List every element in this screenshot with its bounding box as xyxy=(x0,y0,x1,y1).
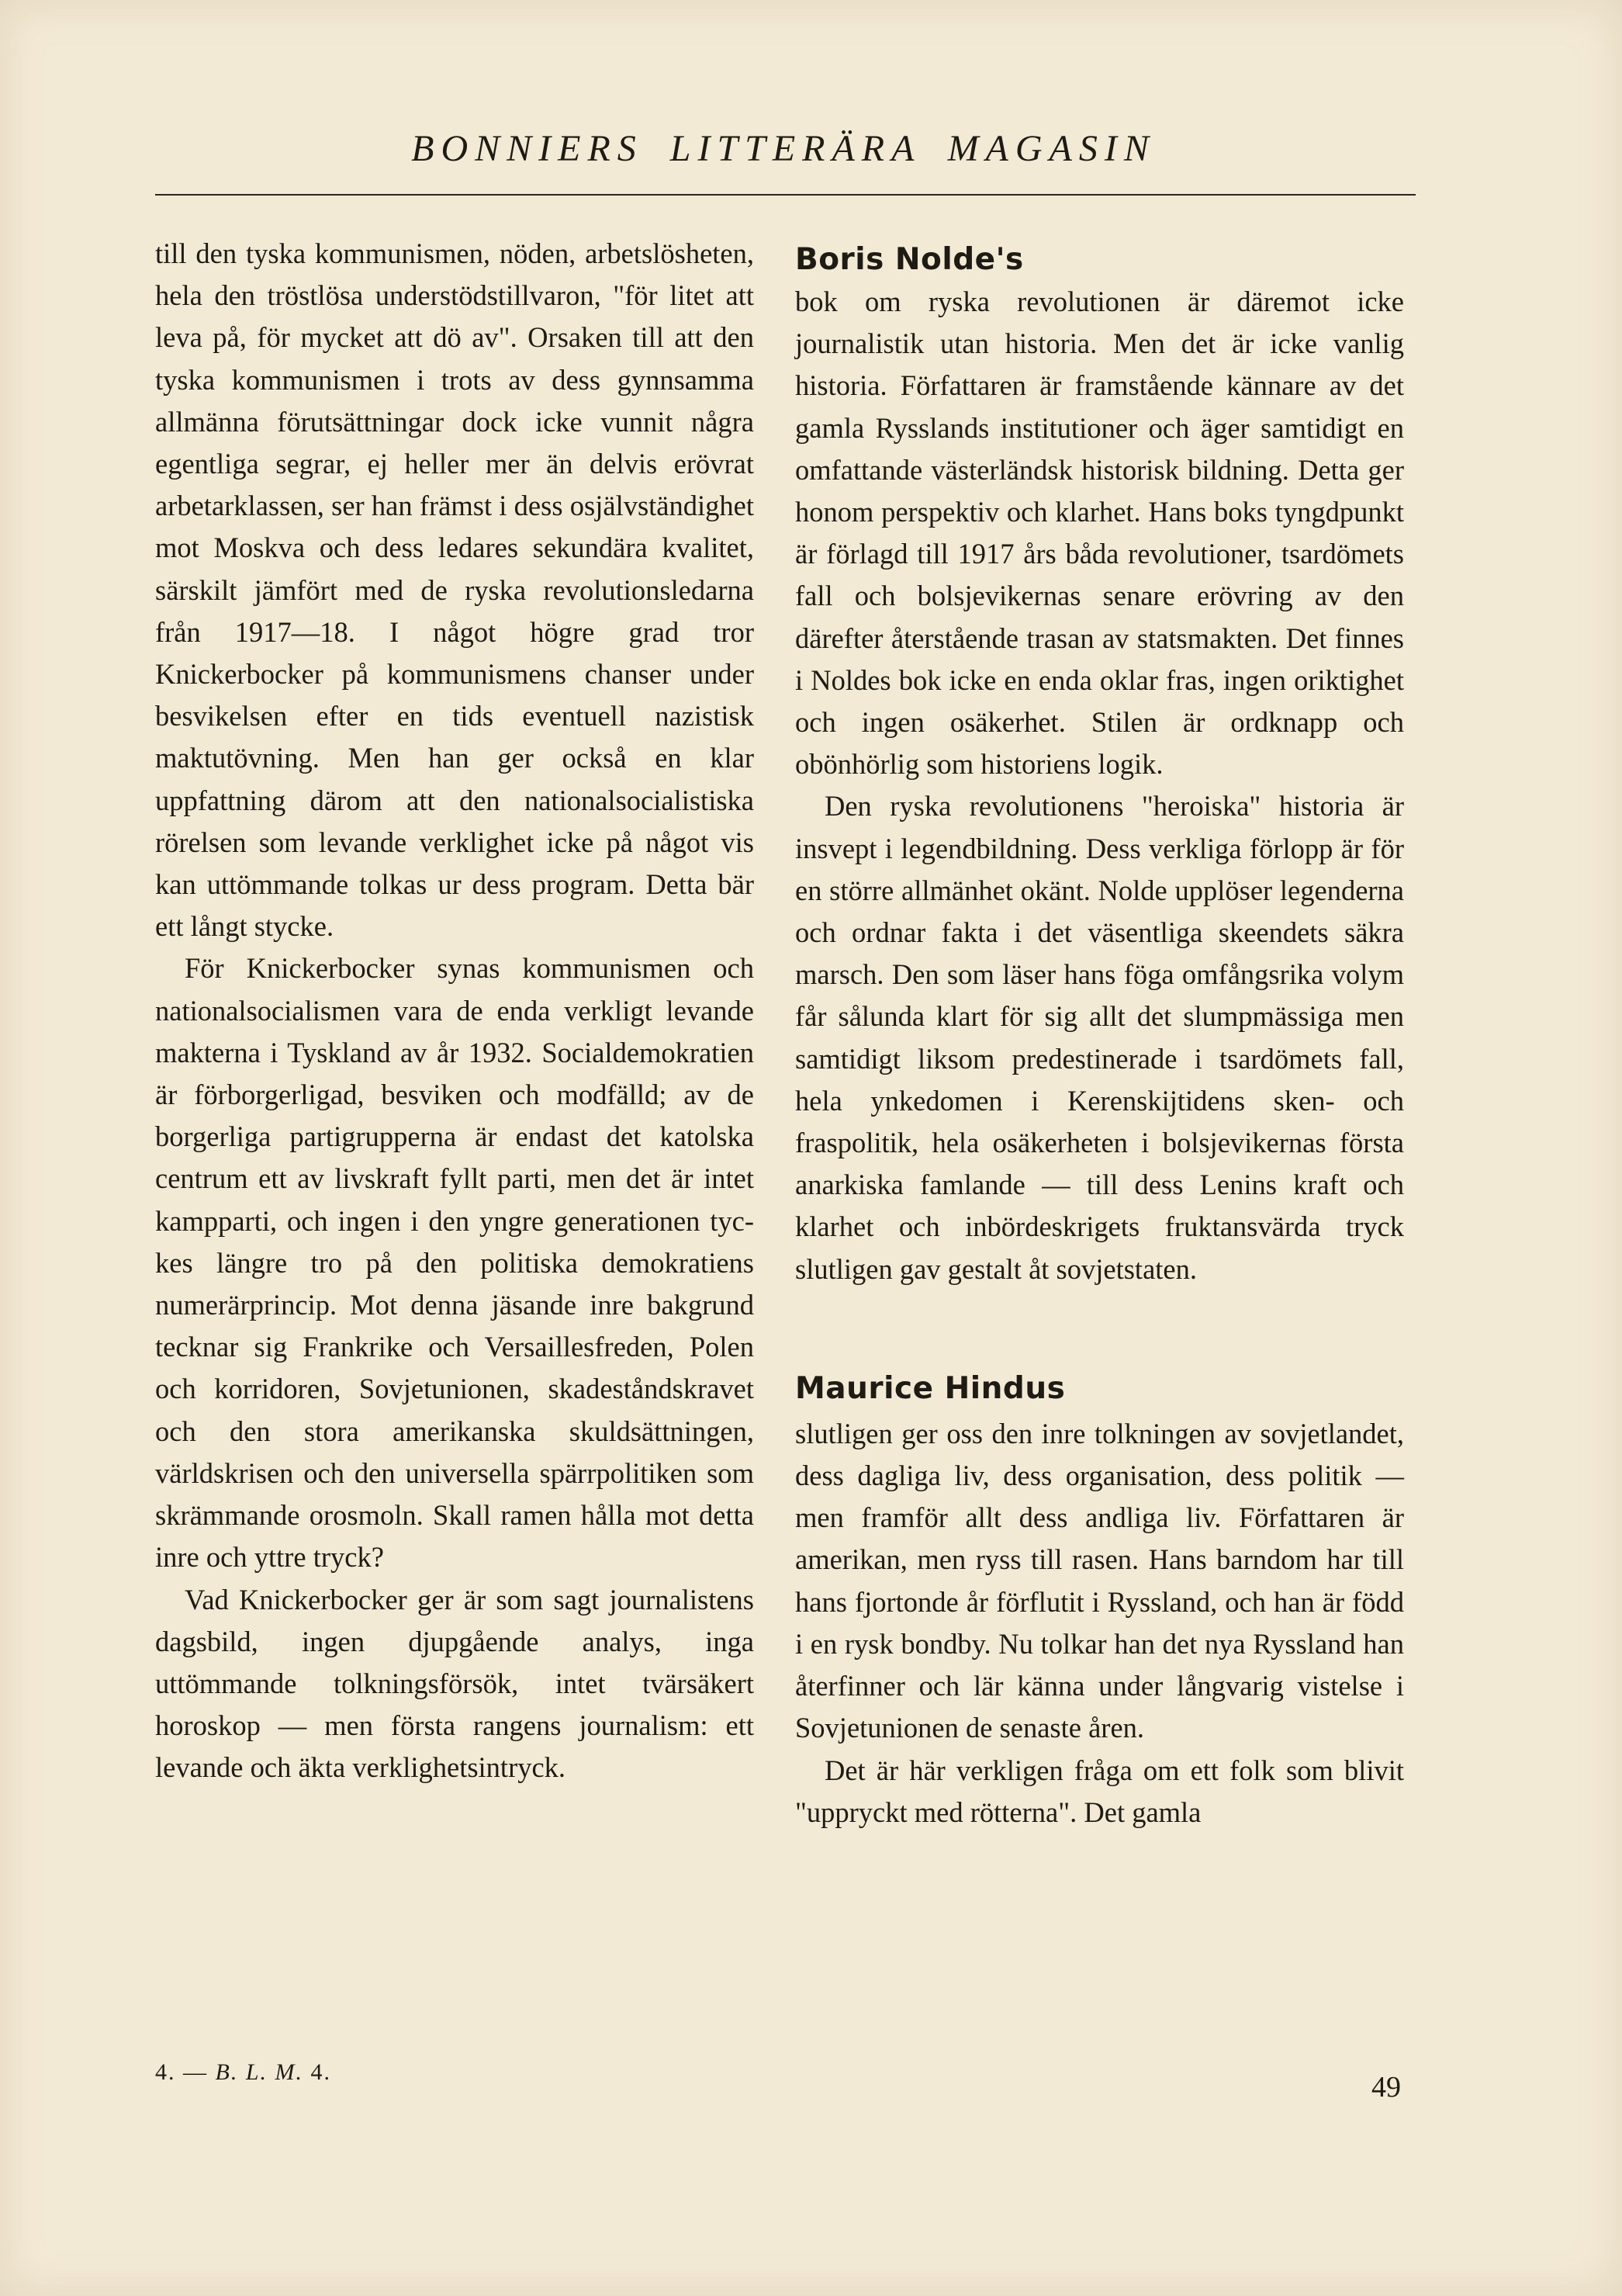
signature-number: 4. — xyxy=(155,2059,208,2085)
hindus-paragraph-2: Det är här verkligen fråga om ett folk som blivit "uppryckt med rötterna". Det gamla xyxy=(795,1754,1404,1828)
signature-suffix: 4. xyxy=(310,2059,331,2085)
right-column xyxy=(795,233,1404,1834)
printer-signature xyxy=(155,2059,331,2086)
left-paragraph-2: För Knickerbocker synas kommunismen och nationalsocialismen vara de enda verkligt levande makterna i Tyskland av år 1932. Socialdemokratien är förborgerligad, besviken och modfälld; av de borgerliga partigrupperna är endast det katolska centrum ett av livskraft fyllt parti, men det är intet kampparti, och ingen i den yngre generationen tyckes längre tro på den politiska demokratiens numerärprincip. Mot denna jäsande inre bakgrund tecknar sig Frankrike och Versaillesfreden, Polen och korridoren, Sovjetunionen, skadeståndskravet och den stora amerikanska skuldsättningen, världskrisen och den universella spärrpolitiken som skrämmande orosmoln. Skall ramen hålla mot detta inre och yttre tryck? xyxy=(155,952,754,1574)
section-heading-maurice-hindus: Maurice Hindus xyxy=(795,1370,1066,1406)
header-rule xyxy=(155,194,1416,196)
nolde-paragraph-1: bok om ryska revolutionen är däremot icke journalistik utan historia. Men det är icke vanlig historia. Författaren är framstående kännare av det gamla Rysslands institutioner och äger samtidigt en omfattande västerländsk historisk bildning. Detta ger honom perspektiv och klarhet. Hans boks tyngdpunkt är förlagd till 1917 års båda revolutioner, tsardömets fall och bolsjevikernas senare erövring av den därefter återstående trasan av statsmakten. Det finnes i Noldes bok icke en enda oklar fras, ingen oriktighet och ingen osäkerhet. Stilen är ordknapp och obönhörlig som historiens logik. xyxy=(795,286,1404,781)
section-heading-boris-nolde: Boris Nolde's xyxy=(795,242,1024,277)
hindus-paragraph-1: slutligen ger oss den inre tolkningen av sovjetlandet, dess dagliga liv, dess organisation, dess politik — men framför allt dess andliga liv. Författaren är amerikan, men ryss till rasen. Hans barndom har till hans fjortonde år förflutit i Ryssland, och han är född i en rysk bondby. Nu tolkar han det nya Ryssland han återfinner och lär känna under långvarig vistelse i Sovjetunionen de senaste åren. xyxy=(795,1417,1404,1744)
nolde-paragraph-2: Den ryska revolutionens "heroiska" historia är insvept i legendbildning. Dess verkliga förlopp är för en större allmänhet okänt. Nolde upplöser legenderna och ordnar fakta i det väsentliga skeendets säkra marsch. Den som läser hans föga omfångsrika volym får sålunda klart för sig allt det slumpmässiga men samtidigt liksom predestinerade i tsardömets fall, hela ynkedomen i Kerenskijtidens sken- och fraspolitik, hela osäkerheten i bolsjevikernas första anarkiska famlande — till dess Lenins kraft och klarhet och inbördeskrigets fruktansvärda tryck slutligen gav gestalt åt sovjetstaten. xyxy=(795,790,1404,1285)
left-paragraph-3: Vad Knickerbocker ger är som sagt journalistens dagsbild, ingen djupgående analys, inga uttömmande tolkningsförsök, intet tvärsäkert horoskop — men första rangens journalism: ett levande och äkta verklighetsintryck. xyxy=(155,1583,754,1784)
page-number: 49 xyxy=(1371,2071,1401,2104)
left-column xyxy=(155,233,754,1789)
running-title: BONNIERS LITTERÄRA MAGASIN xyxy=(411,128,1156,169)
left-paragraph-1: till den tyska kommunismen, nöden, arbetslösheten, hela den tröstlösa understödstillvaron, "för litet att leva på, för mycket att dö av". Orsaken till att den tyska kommunismen i trots av dess gynnsamma allmänna förutsättningar dock icke vunnit några egentliga segrar, ej heller mer än delvis erövrat arbetarklassen, ser han främst i dess osjälvständighet mot Moskva och dess ledares sekundära kvalitet, särskilt jämfört med de ryska revolutionsledarna från 1917—18. I något högre grad tror Knickerbocker på kommunismens chanser under besvikelsen efter en tids eventuell nazistisk maktutövning. Men han ger också en klar uppfattning därom att den nationalsocialistiska rörelsen som levande verklighet icke på något vis kan uttömmande tolkas ur dess program. Detta bär ett långt stycke. xyxy=(155,237,754,943)
signature-abbreviation: B. L. M. xyxy=(215,2059,303,2085)
